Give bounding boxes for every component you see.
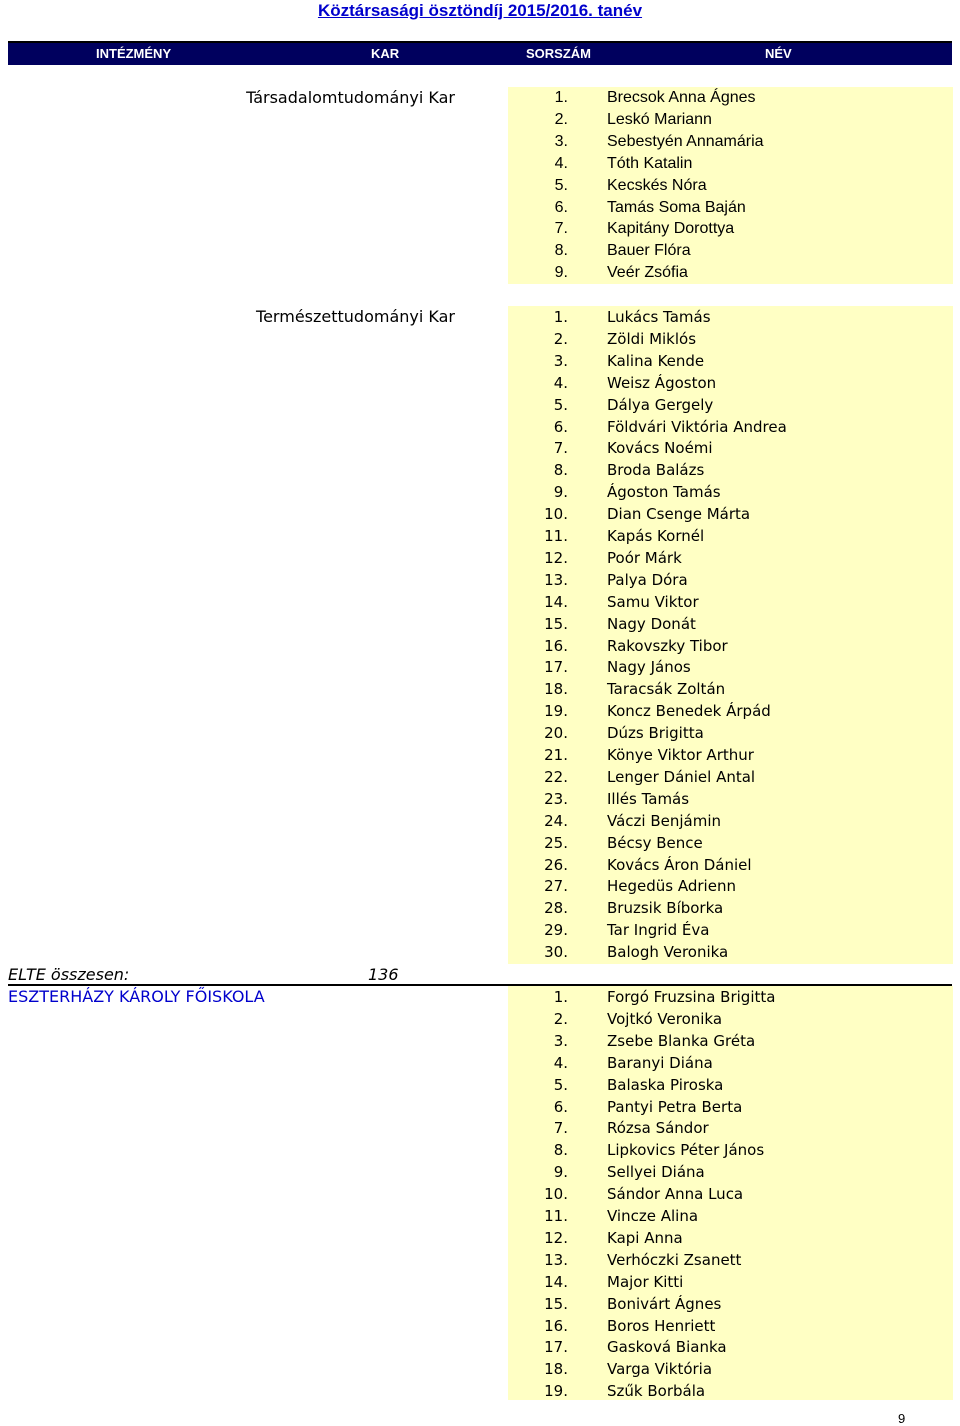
student-name: Vincze Alina — [607, 1207, 699, 1225]
student-name: Balogh Veronika — [607, 943, 729, 962]
student-number: 6. — [554, 198, 568, 216]
student-name: Gasková Bianka — [607, 1338, 727, 1357]
student-name: Nagy Donát — [607, 614, 696, 633]
student-name: Dúzs Brigitta — [607, 724, 704, 743]
student-number: 9. — [554, 264, 568, 282]
student-number: 1. — [553, 988, 568, 1006]
student-number: 2. — [553, 329, 568, 348]
elte-total-value: 136 — [368, 965, 399, 984]
section-1-highlight — [508, 87, 953, 284]
student-name: Brecsok Anna Ágnes — [607, 89, 756, 106]
student-name: Zöldi Miklós — [607, 329, 697, 348]
student-number: 18. — [544, 680, 568, 699]
student-number: 7. — [553, 1119, 568, 1138]
student-number: 23. — [544, 789, 568, 808]
student-number: 1. — [554, 89, 568, 106]
student-number: 17. — [544, 658, 568, 677]
student-name: Koncz Benedek Árpád — [607, 702, 771, 721]
student-name: Könye Viktor Arthur — [607, 746, 754, 764]
student-name: Veér Zsófia — [607, 264, 688, 282]
student-number: 13. — [544, 570, 568, 589]
student-number: 10. — [544, 505, 568, 524]
student-number: 9. — [553, 1163, 568, 1182]
student-name: Baranyi Diána — [607, 1053, 713, 1072]
student-name: Weisz Ágoston — [607, 373, 717, 392]
student-name: Ágoston Tamás — [607, 483, 721, 502]
student-name: Broda Balázs — [607, 461, 705, 480]
header-number: SORSZÁM — [526, 46, 591, 61]
page-number: 9 — [898, 1411, 906, 1426]
student-name: Pantyi Petra Berta — [607, 1097, 743, 1116]
student-name: Kovács Áron Dániel — [607, 855, 752, 874]
student-number: 22. — [544, 767, 568, 786]
student-name: Balaska Piroska — [607, 1075, 724, 1094]
student-name: Lenger Dániel Antal — [607, 767, 756, 786]
student-name: Forgó Fruzsina Brigitta — [607, 988, 776, 1006]
student-name: Bruzsik Bíborka — [607, 899, 724, 918]
student-number: 4. — [553, 373, 568, 392]
student-number: 1. — [553, 308, 568, 326]
student-name: Földvári Viktória Andrea — [607, 417, 787, 436]
student-number: 5. — [554, 176, 568, 194]
student-number: 16. — [544, 636, 568, 655]
page-title: Köztársasági ösztöndíj 2015/2016. tanév — [317, 1, 643, 20]
student-number: 29. — [544, 921, 568, 940]
student-name: Kovács Noémi — [607, 439, 713, 458]
student-name: Verhóczki Zsanett — [607, 1250, 742, 1269]
faculty-label-social-sciences: Társadalomtudományi Kar — [246, 88, 455, 107]
student-number: 3. — [554, 132, 568, 150]
student-name: Rózsa Sándor — [607, 1119, 709, 1138]
student-name: Bécsy Bence — [607, 833, 703, 852]
header-name: NÉV — [765, 46, 792, 61]
student-number: 12. — [544, 1228, 568, 1247]
student-name: Kecskés Nóra — [607, 176, 707, 194]
student-number: 2. — [554, 110, 568, 128]
student-number: 21. — [544, 746, 568, 764]
student-number: 15. — [544, 1294, 568, 1313]
student-number: 19. — [544, 702, 568, 721]
student-name: Samu Viktor — [607, 592, 699, 611]
student-number: 6. — [553, 417, 568, 436]
student-number: 7. — [554, 220, 568, 238]
student-number: 4. — [554, 154, 568, 172]
student-name: Tar Ingrid Éva — [607, 921, 710, 940]
student-number: 30. — [544, 943, 568, 962]
student-name: Kapitány Dorottya — [607, 220, 735, 238]
header-faculty: KAR — [371, 46, 400, 61]
student-name: Zsebe Blanka Gréta — [607, 1031, 756, 1050]
student-name: Vojtkó Veronika — [607, 1009, 723, 1028]
table-header — [8, 41, 952, 65]
student-number: 27. — [544, 877, 568, 896]
student-name: Szűk Borbála — [607, 1382, 706, 1401]
student-number: 5. — [553, 1075, 568, 1094]
student-number: 18. — [544, 1360, 568, 1379]
student-name: Boros Henriett — [607, 1316, 716, 1335]
student-number: 19. — [544, 1382, 568, 1401]
student-name: Nagy János — [607, 658, 691, 677]
student-number: 28. — [544, 899, 568, 918]
student-number: 3. — [553, 351, 568, 370]
student-number: 8. — [554, 242, 568, 260]
student-number: 8. — [553, 461, 568, 480]
student-name: Tóth Katalin — [607, 154, 693, 172]
student-number: 14. — [544, 592, 568, 611]
student-name: Tamás Soma Baján — [607, 198, 746, 216]
student-name: Sebestyén Annamária — [607, 132, 764, 150]
student-number: 6. — [553, 1097, 568, 1116]
student-number: 4. — [553, 1053, 568, 1072]
student-number: 3. — [553, 1031, 568, 1050]
student-number: 8. — [553, 1141, 568, 1160]
faculty-label-natural-sciences: Természettudományi Kar — [256, 307, 455, 326]
student-name: Kalina Kende — [607, 351, 705, 370]
student-name: Rakovszky Tibor — [607, 636, 728, 655]
student-name: Dian Csenge Márta — [607, 505, 751, 524]
student-number: 26. — [544, 855, 568, 874]
student-name: Bonivárt Ágnes — [607, 1294, 722, 1313]
student-name: Sándor Anna Luca — [607, 1185, 744, 1204]
student-number: 25. — [544, 833, 568, 852]
institution-eszterhazy: ESZTERHÁZY KÁROLY FŐISKOLA — [8, 987, 265, 1006]
student-name: Kapi Anna — [607, 1228, 683, 1247]
student-name: Taracsák Zoltán — [607, 680, 726, 699]
student-number: 16. — [544, 1316, 568, 1335]
student-name: Lukács Tamás — [607, 308, 711, 326]
student-name: Palya Dóra — [607, 570, 688, 589]
student-number: 13. — [544, 1250, 568, 1269]
header-institution: INTÉZMÉNY — [96, 46, 172, 61]
student-name: Dálya Gergely — [607, 395, 714, 414]
student-name: Lipkovics Péter János — [607, 1141, 765, 1160]
student-number: 20. — [544, 724, 568, 743]
student-number: 10. — [544, 1185, 568, 1204]
student-name: Bauer Flóra — [607, 242, 691, 260]
student-name: Poór Márk — [607, 548, 682, 567]
student-number: 17. — [544, 1338, 568, 1357]
student-name: Sellyei Diána — [607, 1163, 705, 1182]
student-name: Illés Tamás — [607, 789, 690, 808]
student-name: Leskó Mariann — [607, 110, 712, 128]
student-number: 12. — [544, 548, 568, 567]
student-number: 2. — [553, 1009, 568, 1028]
student-name: Hegedüs Adrienn — [607, 877, 736, 896]
student-name: Major Kitti — [607, 1272, 684, 1291]
student-number: 5. — [553, 395, 568, 414]
student-name: Kapás Kornél — [607, 527, 705, 545]
student-number: 7. — [553, 439, 568, 458]
student-number: 11. — [544, 1207, 568, 1225]
student-number: 9. — [553, 483, 568, 502]
student-number: 11. — [544, 527, 568, 545]
student-number: 24. — [544, 811, 568, 830]
student-name: Váczi Benjámin — [607, 811, 722, 830]
student-name: Varga Viktória — [607, 1360, 713, 1379]
elte-total-label: ELTE összesen: — [8, 965, 130, 984]
student-number: 14. — [544, 1272, 568, 1291]
student-number: 15. — [544, 614, 568, 633]
